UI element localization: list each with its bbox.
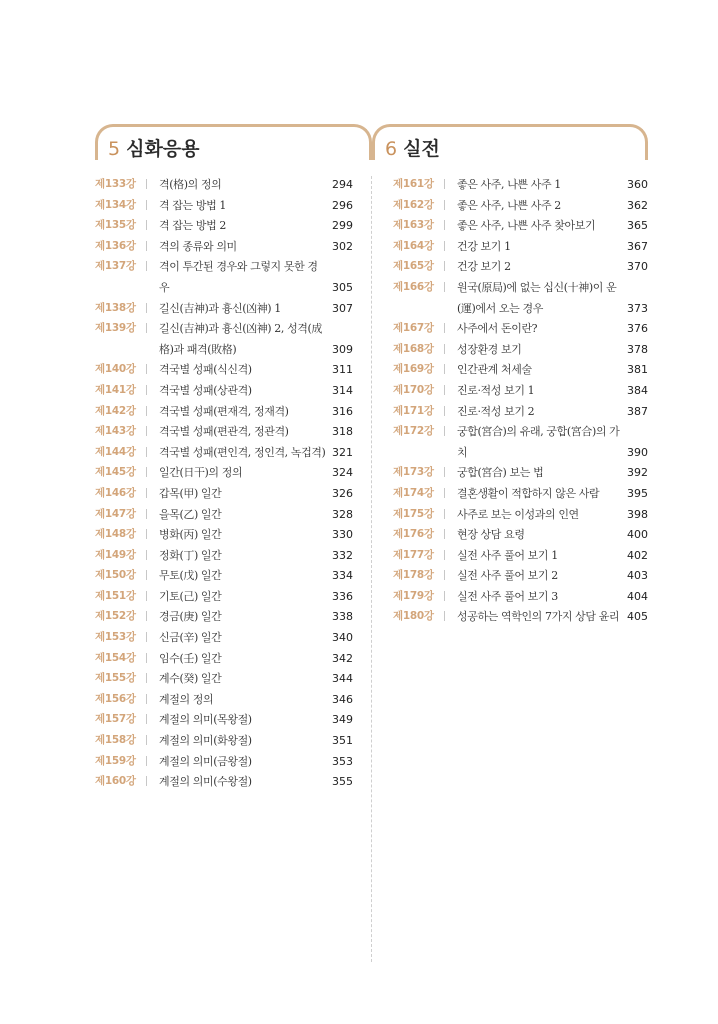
entry-title: 현장 상담 요령 [457,528,525,542]
toc-entry[interactable] [95,566,353,587]
lecture-number: 제176강 [393,528,434,541]
entry-title: 을목(乙) 일간 [159,507,222,521]
entry-title: 사주로 보는 이성과의 인연 [457,507,579,521]
page-number: 314 [332,383,353,397]
separator-bar [146,488,147,498]
entry-title: 계절의 의미(화왕절) [159,734,252,748]
toc-entry[interactable] [393,607,648,628]
entry-title: 인간관계 처세술 [457,363,532,377]
lecture-number: 제170강 [393,383,434,396]
toc-entry[interactable] [95,319,353,360]
entry-title: 격(格)의 정의 [159,178,222,191]
entry-title: 진로·적성 보기 1 [457,383,535,397]
entry-title: 격의 종류와 의미 [159,239,237,253]
toc-entry[interactable] [95,463,353,484]
entry-title: 좋은 사주, 나쁜 사주 2 [457,198,561,212]
page-number: 373 [627,301,648,315]
separator-bar [444,261,445,271]
toc-entry[interactable] [95,505,353,526]
toc-entry[interactable] [393,484,648,505]
lecture-number: 제161강 [393,178,434,190]
separator-bar [444,323,445,333]
lecture-number: 제157강 [95,713,136,726]
page-number: 296 [332,198,353,212]
lecture-number: 제165강 [393,260,434,273]
entry-title: 사주에서 돈이란? [457,322,538,336]
page-number: 367 [627,239,648,253]
separator-bar [444,179,445,189]
lecture-number: 제174강 [393,486,434,499]
page-number: 390 [627,445,648,459]
toc-entry[interactable] [95,669,353,690]
page-number: 336 [332,589,353,603]
page-number: 403 [627,569,648,583]
lecture-number: 제164강 [393,239,434,252]
toc-entry[interactable] [95,443,353,464]
page-number: 365 [627,219,648,233]
toc-entry[interactable] [393,278,648,319]
entry-title: 결혼생활이 적합하지 않은 사람 [457,486,600,500]
lecture-number: 제172강 [393,425,434,438]
entry-title: 실전 사주 풀어 보기 1 [457,548,558,562]
separator-bar [146,632,147,642]
toc-entry[interactable] [393,463,648,484]
entry-title: 좋은 사주, 나쁜 사주 1 [457,178,561,191]
separator-bar [444,406,445,416]
separator-bar [146,550,147,560]
lecture-number: 제179강 [393,589,434,602]
lecture-number: 제139강 [95,322,136,335]
separator-bar [146,303,147,313]
column-divider [371,176,372,962]
entry-title: 좋은 사주, 나쁜 사주 찾아보기 [457,219,596,233]
entry-title: 임수(壬) 일간 [159,651,222,665]
entry-title: 계절의 정의 [159,692,214,706]
entry-title: 무토(戊) 일간 [159,569,222,583]
separator-bar [146,200,147,210]
entry-title: 일간(日干)의 정의 [159,466,243,480]
toc-list-section-5 [95,175,353,793]
page-number: 400 [627,528,648,542]
toc-entry[interactable] [95,360,353,381]
separator-bar [444,426,445,436]
entry-title: 궁합(宮合)의 유래, 궁합(宮合)의 가치 [457,425,620,459]
entry-title: 격국별 성패(식신격) [159,363,252,377]
toc-entry[interactable] [95,772,353,793]
toc-entry[interactable] [393,566,648,587]
lecture-number: 제155강 [95,672,136,685]
toc-entry[interactable] [95,402,353,423]
lecture-number: 제147강 [95,507,136,520]
page-number: 326 [332,486,353,500]
page-number: 299 [332,219,353,233]
entry-title: 실전 사주 풀어 보기 3 [457,589,558,603]
entry-title: 진로·적성 보기 2 [457,404,535,418]
entry-title: 격국별 성패(상관격) [159,383,252,397]
page-number: 346 [332,692,353,706]
separator-bar [444,550,445,560]
separator-bar [146,323,147,333]
toc-entry[interactable] [393,196,648,217]
separator-bar [146,529,147,539]
separator-bar [444,385,445,395]
entry-title: 길신(吉神)과 흉신(凶神) 2, 성격(成格)과 패격(敗格) [159,322,323,356]
section-title [385,134,440,161]
page-number: 360 [627,178,648,191]
page-number: 294 [332,178,353,191]
separator-bar [444,282,445,292]
toc-entry[interactable] [95,690,353,711]
separator-bar [146,735,147,745]
toc-entry[interactable] [95,422,353,443]
page-number: 342 [332,651,353,665]
lecture-number: 제163강 [393,219,434,232]
page-number: 378 [627,342,648,356]
entry-title: 계수(癸) 일간 [159,672,222,686]
lecture-number: 제148강 [95,528,136,541]
separator-bar [146,570,147,580]
section-header-5 [95,124,372,160]
entry-title: 경금(庚) 일간 [159,610,222,624]
entry-title: 격 잡는 방법 2 [159,219,227,233]
page-number: 305 [332,280,353,294]
separator-bar [146,694,147,704]
section-title [108,134,200,161]
lecture-number: 제158강 [95,734,136,747]
lecture-number: 제178강 [393,569,434,582]
lecture-number: 제138강 [95,301,136,314]
lecture-number: 제167강 [393,322,434,335]
page-number: 392 [627,466,648,480]
page-number: 370 [627,260,648,274]
toc-entry[interactable] [393,340,648,361]
toc-entry[interactable] [393,505,648,526]
toc-entry[interactable] [95,649,353,670]
separator-bar [146,220,147,230]
toc-entry[interactable] [393,402,648,423]
lecture-number: 제159강 [95,754,136,767]
toc-entry[interactable] [95,216,353,237]
page-number: 330 [332,528,353,542]
entry-title: 건강 보기 2 [457,260,511,274]
toc-entry[interactable] [393,422,648,463]
page-number: 387 [627,404,648,418]
separator-bar [146,406,147,416]
toc-entry[interactable] [393,587,648,608]
entry-title: 실전 사주 풀어 보기 2 [457,569,558,583]
lecture-number: 제153강 [95,631,136,644]
lecture-number: 제141강 [95,383,136,396]
page-number: 338 [332,610,353,624]
toc-entry[interactable] [95,710,353,731]
page-number: 362 [627,198,648,212]
page-number: 318 [332,425,353,439]
toc-entry[interactable] [393,525,648,546]
separator-bar [146,611,147,621]
separator-bar [444,611,445,621]
page-number: 332 [332,548,353,562]
entry-title: 격이 투간된 경우와 그렇지 못한 경우 [159,260,318,294]
entry-title: 격 잡는 방법 1 [159,198,227,212]
lecture-number: 제152강 [95,610,136,623]
toc-entry[interactable] [393,546,648,567]
separator-bar [146,509,147,519]
toc-entry[interactable] [95,381,353,402]
lecture-number: 제136강 [95,239,136,252]
toc-entry[interactable] [393,360,648,381]
entry-title: 병화(丙) 일간 [159,528,222,542]
entry-title: 계절의 의미(금왕절) [159,754,252,768]
page-number: 381 [627,363,648,377]
entry-title: 성공하는 역학인의 7가지 상담 윤리 [457,610,620,624]
toc-entry[interactable] [95,587,353,608]
section-number: 6 [385,138,398,160]
entry-title: 신금(辛) 일간 [159,631,222,645]
entry-title: 궁합(宮合) 보는 법 [457,466,544,480]
page-number: 309 [332,342,353,356]
toc-entry[interactable] [393,381,648,402]
entry-title: 계절의 의미(목왕절) [159,713,252,727]
lecture-number: 제137강 [95,260,136,273]
toc-entry[interactable] [95,237,353,258]
toc-entry[interactable] [95,628,353,649]
lecture-number: 제142강 [95,404,136,417]
entry-title: 격국별 성패(편관격, 정관격) [159,425,289,439]
separator-bar [146,364,147,374]
page-number: 311 [332,363,353,377]
page-number: 340 [332,631,353,645]
separator-bar [146,179,147,189]
toc-entry[interactable] [393,175,648,196]
separator-bar [146,467,147,477]
lecture-number: 제175강 [393,507,434,520]
lecture-number: 제171강 [393,404,434,417]
page-number: 376 [627,322,648,336]
entry-title: 원국(原局)에 없는 십신(十神)이 운(運)에서 오는 경우 [457,280,617,315]
page-number: 405 [627,610,648,624]
page-number: 355 [332,775,353,789]
page-number: 404 [627,589,648,603]
lecture-number: 제177강 [393,548,434,561]
section-header-6 [372,124,648,160]
lecture-number: 제133강 [95,178,136,190]
lecture-number: 제160강 [95,775,136,788]
page-number: 353 [332,754,353,768]
lecture-number: 제140강 [95,363,136,376]
page-number: 321 [332,445,353,459]
entry-title: 기토(己) 일간 [159,589,222,603]
lecture-number: 제146강 [95,486,136,499]
separator-bar [146,673,147,683]
separator-bar [146,261,147,271]
lecture-number: 제143강 [95,425,136,438]
section-name: 심화응용 [126,138,200,160]
separator-bar [444,591,445,601]
separator-bar [146,653,147,663]
toc-entry[interactable] [95,607,353,628]
separator-bar [146,385,147,395]
separator-bar [146,756,147,766]
toc-entry[interactable] [95,484,353,505]
page-number: 395 [627,486,648,500]
section-number: 5 [108,138,121,160]
entry-title: 길신(吉神)과 흉신(凶神) 1 [159,301,281,315]
separator-bar [146,714,147,724]
separator-bar [444,220,445,230]
entry-title: 갑목(甲) 일간 [159,486,222,500]
entry-title: 격국별 성패(편재격, 정재격) [159,404,289,418]
lecture-number: 제144강 [95,445,136,458]
separator-bar [146,591,147,601]
separator-bar [444,488,445,498]
lecture-number: 제166강 [393,280,434,293]
page-number: 402 [627,548,648,562]
entry-title: 격국별 성패(편인격, 정인격, 녹겁격) [159,445,326,459]
toc-entry[interactable] [95,196,353,217]
toc-entry[interactable] [95,731,353,752]
toc-entry[interactable] [95,299,353,320]
lecture-number: 제145강 [95,466,136,479]
toc-entry[interactable] [393,237,648,258]
separator-bar [444,241,445,251]
separator-bar [444,364,445,374]
lecture-number: 제134강 [95,198,136,211]
lecture-number: 제169강 [393,363,434,376]
separator-bar [444,570,445,580]
separator-bar [444,509,445,519]
toc-entry[interactable] [393,257,648,278]
toc-entry[interactable] [393,319,648,340]
toc-list-section-6 [393,175,648,628]
page-number: 334 [332,569,353,583]
separator-bar [146,447,147,457]
lecture-number: 제135강 [95,219,136,232]
toc-entry[interactable] [393,216,648,237]
page-number: 344 [332,672,353,686]
page-number: 384 [627,383,648,397]
page-number: 351 [332,734,353,748]
toc-entry[interactable] [95,752,353,773]
lecture-number: 제173강 [393,466,434,479]
lecture-number: 제156강 [95,692,136,705]
toc-entry[interactable] [95,546,353,567]
entry-title: 건강 보기 1 [457,239,511,253]
separator-bar [146,776,147,786]
toc-entry[interactable] [95,525,353,546]
lecture-number: 제150강 [95,569,136,582]
section-name: 실전 [403,138,440,160]
page-number: 324 [332,466,353,480]
lecture-number: 제154강 [95,651,136,664]
separator-bar [444,529,445,539]
separator-bar [146,241,147,251]
lecture-number: 제151강 [95,589,136,602]
separator-bar [444,344,445,354]
page-number: 398 [627,507,648,521]
entry-title: 계절의 의미(수왕절) [159,775,252,789]
page-number: 316 [332,404,353,418]
separator-bar [444,200,445,210]
page-number: 302 [332,239,353,253]
separator-bar [444,467,445,477]
page-number: 349 [332,713,353,727]
toc-entry[interactable] [95,257,353,298]
page-number: 328 [332,507,353,521]
lecture-number: 제162강 [393,198,434,211]
toc-entry[interactable] [95,175,353,196]
lecture-number: 제149강 [95,548,136,561]
entry-title: 성장환경 보기 [457,342,522,356]
lecture-number: 제180강 [393,610,434,623]
lecture-number: 제168강 [393,342,434,355]
entry-title: 정화(丁) 일간 [159,548,222,562]
separator-bar [146,426,147,436]
page-number: 307 [332,301,353,315]
